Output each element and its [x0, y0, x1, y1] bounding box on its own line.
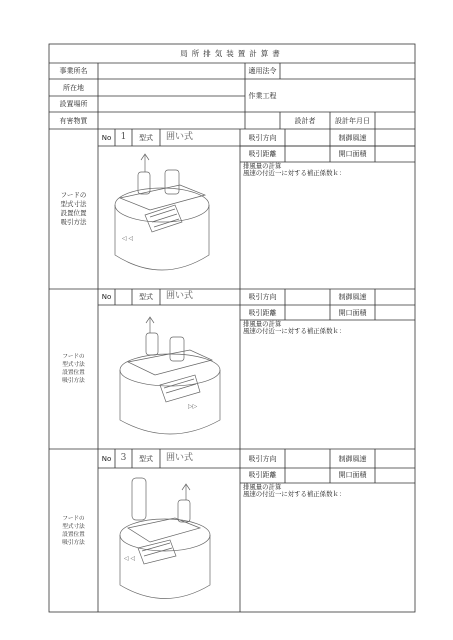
suction-distance-label: 吸引距離 [248, 150, 277, 158]
no-label: No [101, 134, 112, 142]
hood-sketch-3 [120, 478, 210, 599]
opening-area-label: 開口面積 [338, 309, 367, 317]
correction-label: 風速の付近一に対する補正係数ｋ： [243, 169, 346, 177]
no-label: No [101, 293, 112, 301]
installation-site-label: 設置場所 [59, 100, 88, 108]
svg-text:◁ ◁: ◁ ◁ [122, 235, 134, 242]
exhaust-calc-label: 排風量の計算 [243, 320, 282, 328]
suction-distance-label: 吸引距離 [248, 309, 277, 317]
side-label: フードの 型式寸法 設置位置 吸引方法 [62, 516, 85, 546]
control-velocity-label: 制御風速 [338, 134, 367, 142]
no-label: No [101, 455, 112, 463]
applicable-law-label: 適用法令 [248, 67, 277, 75]
no-value: 3 [120, 453, 127, 463]
side-label: フードの 型式寸法 設置位置 吸引方法 [60, 191, 87, 226]
suction-direction-label: 吸引方向 [248, 455, 277, 463]
location-label: 所在地 [63, 84, 84, 92]
type-label: 型式 [139, 455, 153, 463]
type-value: 囲い式 [166, 132, 194, 142]
type-value: 囲い式 [166, 453, 194, 463]
hood-sketch-1 [115, 154, 209, 270]
exhaust-calc-label: 排風量の計算 [243, 483, 282, 491]
hood-sketch-2 [120, 317, 220, 434]
designer-label: 設計者 [294, 117, 316, 125]
control-velocity-label: 制御風速 [338, 293, 367, 301]
correction-label: 風速の付近一に対する補正係数ｋ： [243, 490, 346, 498]
opening-area-label: 開口面積 [338, 471, 367, 479]
suction-direction-label: 吸引方向 [248, 134, 277, 142]
type-value: 囲い式 [166, 291, 194, 301]
no-value: 1 [120, 132, 127, 142]
side-label: フードの 型式寸法 設置位置 吸引方法 [62, 354, 85, 384]
suction-direction-label: 吸引方向 [248, 293, 277, 301]
document-title: 局所排気装置計算書 [180, 49, 284, 58]
svg-text:▷▷: ▷▷ [188, 403, 198, 410]
control-velocity-label: 制御風速 [338, 455, 367, 463]
suction-distance-label: 吸引距離 [248, 471, 277, 479]
exhaust-calc-label: 排風量の計算 [243, 162, 282, 170]
opening-area-label: 開口面積 [338, 150, 367, 158]
correction-label: 風速の付近一に対する補正係数ｋ： [243, 327, 346, 335]
work-process-label: 作業工程 [248, 92, 277, 100]
hazardous-substance-label: 有害物質 [59, 117, 88, 125]
type-label: 型式 [139, 293, 153, 301]
type-label: 型式 [139, 134, 153, 142]
svg-text:◁ ◁: ◁ ◁ [124, 555, 136, 562]
business-name-label: 事業所名 [59, 67, 88, 75]
design-date-label: 設計年月日 [335, 117, 370, 125]
